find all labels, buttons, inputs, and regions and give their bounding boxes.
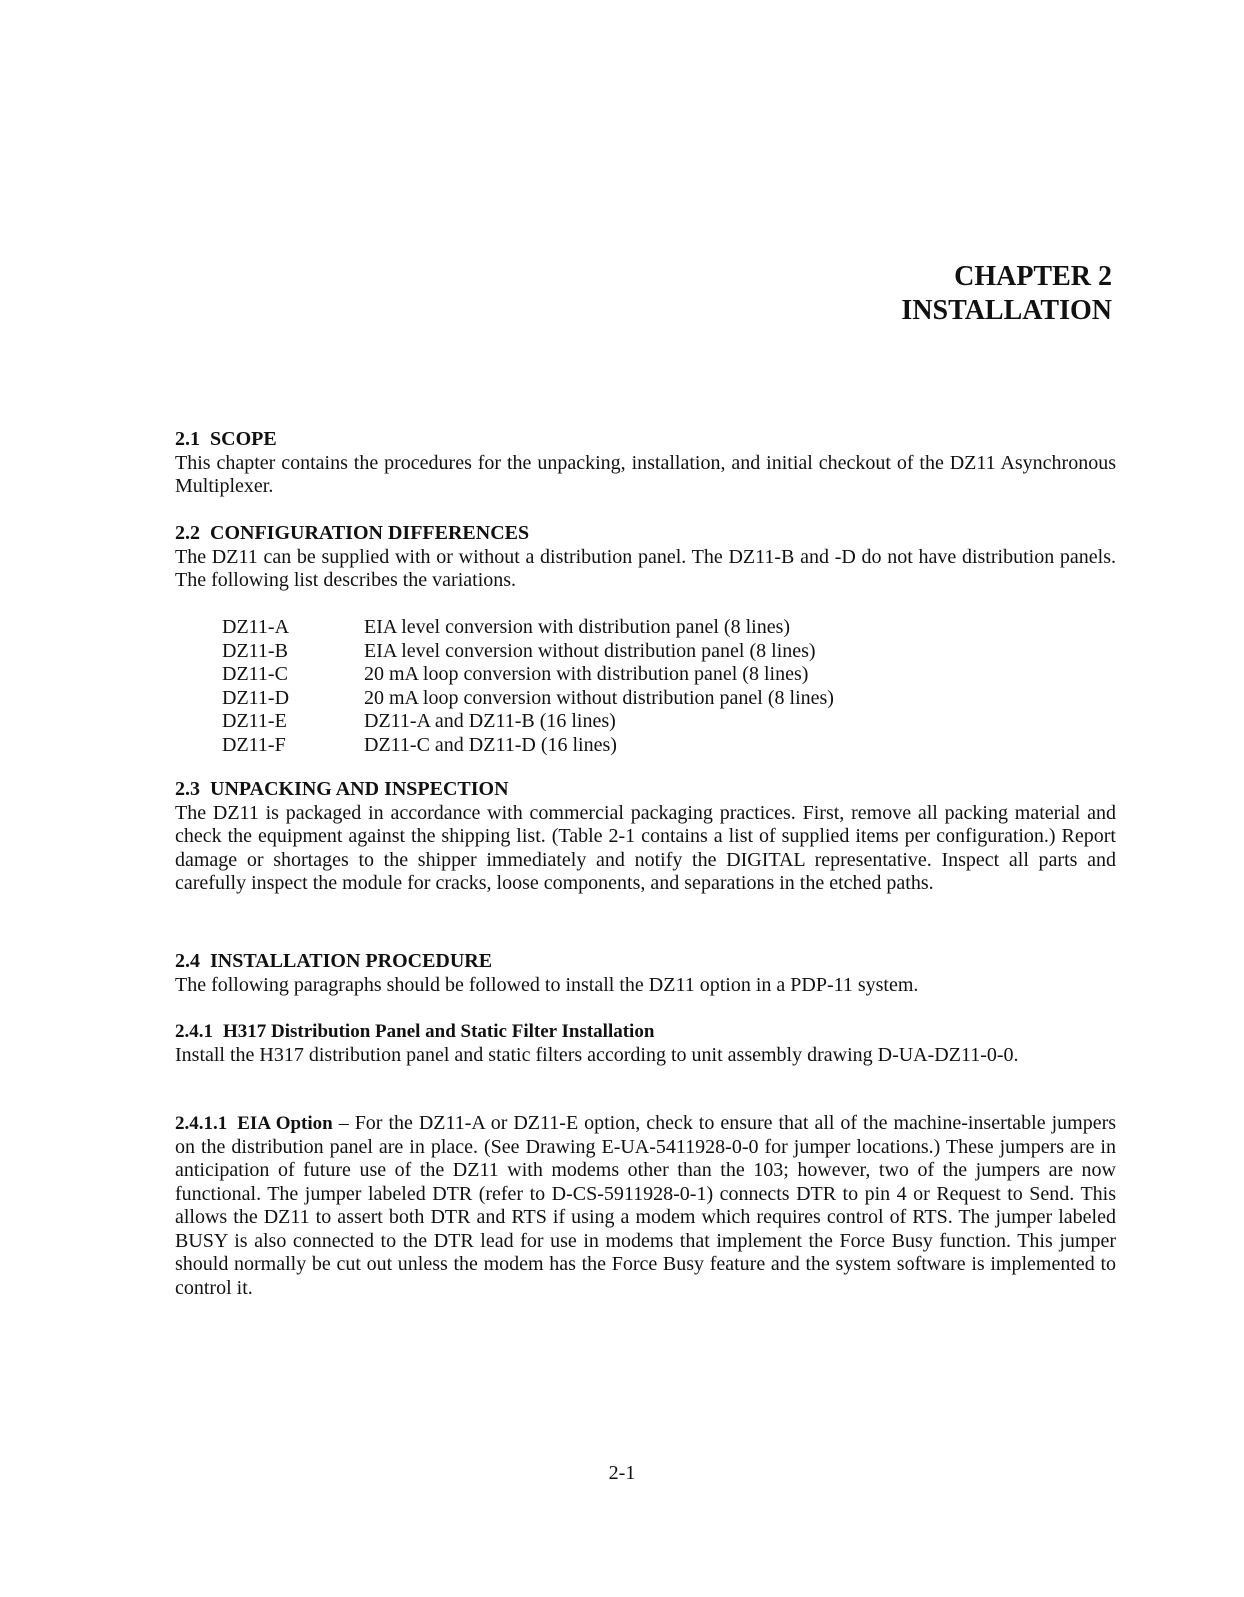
- list-item: [222, 734, 834, 758]
- variant-description: EIA level conversion without distribution panel (8 lines): [364, 639, 816, 662]
- section-heading: [175, 950, 1116, 974]
- section-scope: [175, 428, 1116, 499]
- section-installation-procedure: [175, 950, 1116, 997]
- section-number: 2.4.1.1: [175, 1113, 228, 1134]
- variant-model: DZ11-C: [222, 663, 288, 685]
- section-title: SCOPE: [210, 428, 277, 450]
- section-body: The DZ11 can be supplied with or without a distribution panel. The DZ11-B and -D do not have distribution panels. The following list describes the variations.: [175, 545, 1116, 591]
- variant-model: DZ11-A: [222, 616, 290, 638]
- section-body-text: – For the DZ11-A or DZ11-E option, check to ensure that all of the machine-insertable jumpers on the distribution panel are in place. (See Drawing E-UA-5411928-0-0 for jumper locations.) These jumpers are in anticipation of future use of the DZ11 with modems other than the 103; however, two of the jumpers are now functional. The jumper labeled DTR (refer to D-CS-5911928-0-1) connects DTR to pin 4 or Request to Send. This allows the DZ11 to assert both DTR and RTS if using a modem which requires control of RTS. The jumper labeled BUSY is also connected to the DTR lead for use in modems that implement the Force Busy function. This jumper should normally be cut out unless the modem has the Force Busy feature and the system software is implemented to control it.: [175, 1112, 1117, 1299]
- section-heading: [175, 428, 1116, 452]
- section-number: 2.3: [175, 778, 200, 800]
- section-heading: [175, 778, 1116, 802]
- section-title: CONFIGURATION DIFFERENCES: [210, 522, 530, 544]
- section-heading: [175, 1113, 333, 1134]
- chapter-heading: [901, 260, 1112, 328]
- list-item: [222, 687, 834, 711]
- section-heading: [175, 1020, 1116, 1044]
- section-body: [175, 1112, 1116, 1300]
- chapter-number: CHAPTER 2: [954, 261, 1112, 292]
- variant-model: DZ11-E: [222, 710, 287, 732]
- variant-description: 20 mA loop conversion without distribution panel (8 lines): [364, 686, 834, 709]
- variant-model: DZ11-F: [222, 733, 286, 756]
- section-title: EIA Option: [237, 1113, 333, 1134]
- section-number: 2.1: [175, 428, 200, 450]
- variant-model: DZ11-B: [222, 639, 288, 662]
- section-title: H317 Distribution Panel and Static Filter Installation: [223, 1021, 655, 1042]
- variant-model: DZ11-D: [222, 686, 290, 709]
- subsection-h317-installation: [175, 1020, 1116, 1067]
- variant-description: EIA level conversion with distribution panel (8 lines): [364, 616, 791, 638]
- section-title: INSTALLATION PROCEDURE: [210, 950, 493, 972]
- section-body: Install the H317 distribution panel and static filters according to unit assembly drawing D-UA-DZ11-0-0.: [175, 1043, 1019, 1066]
- list-item: [222, 640, 834, 664]
- subsection-eia-option: [175, 1112, 1116, 1300]
- list-item: [222, 616, 834, 640]
- variant-description: 20 mA loop conversion with distribution panel (8 lines): [364, 663, 809, 685]
- section-body: This chapter contains the procedures for the unpacking, installation, and initial checkout of the DZ11 Asynchronous Multiplexer.: [175, 451, 1116, 497]
- variant-description: DZ11-A and DZ11-B (16 lines): [364, 710, 616, 732]
- section-number: 2.4.1: [175, 1021, 213, 1042]
- variant-description: DZ11-C and DZ11-D (16 lines): [364, 733, 617, 756]
- page-number: 2-1: [608, 1462, 636, 1484]
- section-number: 2.4: [175, 950, 200, 972]
- section-body: The following paragraphs should be followed to install the DZ11 option in a PDP-11 system.: [175, 973, 919, 996]
- section-heading: [175, 522, 1116, 546]
- section-configuration-differences: [175, 522, 1116, 593]
- list-item: [222, 710, 834, 734]
- list-item: [222, 663, 834, 687]
- section-title: UNPACKING AND INSPECTION: [210, 778, 509, 800]
- section-unpacking-inspection: [175, 778, 1116, 896]
- section-number: 2.2: [175, 522, 200, 544]
- chapter-title: INSTALLATION: [901, 295, 1112, 326]
- section-body: The DZ11 is packaged in accordance with commercial packaging practices. First, remove all packing material and check the equipment against the shipping list. (Table 2-1 contains a list of supplied items per configuration.) Report damage or shortages to the shipper immediately and notify the DIGITAL representative. Inspect all parts and carefully inspect the module for cracks, loose components, and separations in the etched paths.: [175, 801, 1116, 894]
- variants-list: [222, 616, 834, 757]
